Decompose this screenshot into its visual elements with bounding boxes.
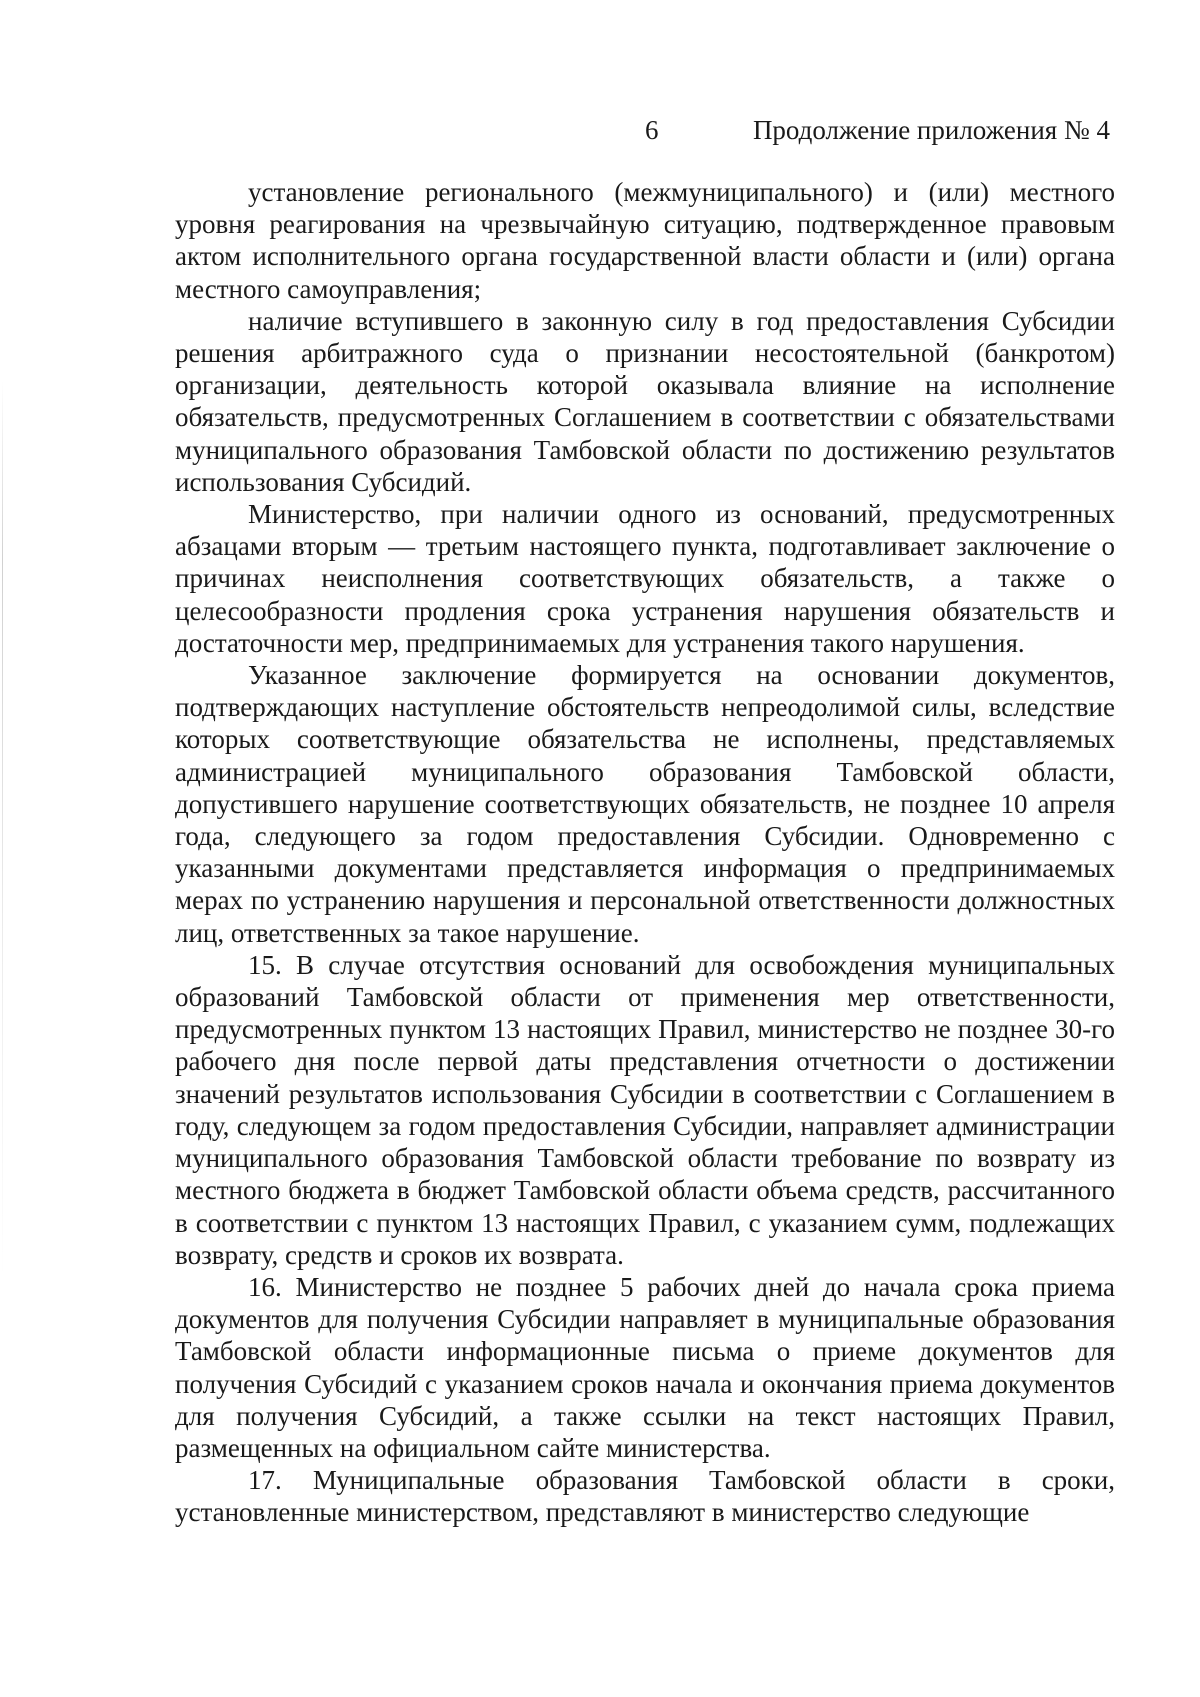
paragraph-item-16: 16. Министерство не позднее 5 рабочих дней до начала срока приема документов для получения Субсидии направляет в муниципальные образования Тамбовской области информационные письма о приеме документов для получения Субсидий с указанием сроков начала и окончания приема документов для получения Субсидий, а также ссылки на текст настоящих Правил, размещенных на официальном сайте министерства. — [175, 1271, 1115, 1463]
paragraph-emergency-level: установление регионального (межмуниципального) и (или) местного уровня реагирования на чрезвычайную ситуацию, подтвержденное правовым актом исполнительного органа государственной власти области и (или) органа местного самоуправления; — [175, 177, 1115, 304]
paragraph-item-15: 15. В случае отсутствия оснований для освобождения муниципальных образований Тамбовской области от применения мер ответственности, предусмотренных пунктом 13 настоящих Правил, министерство не позднее 30-го рабочего дня после первой даты представления отчетности о достижении значений результатов использования Субсидии в соответствии с Соглашением в году, следующем за годом предоставления Субсидии, направляет администрации муниципального образования Тамбовской области требование по возврату из местного бюджета в бюджет Тамбовской области объема средств, рассчитанного в соответствии с пунктом 13 настоящих Правил, с указанием сумм, подлежащих возврату, средств и сроков их возврата. — [175, 949, 1115, 1270]
header-title: Продолжение приложения № 4 — [752, 115, 1110, 145]
document-body — [175, 176, 1115, 1529]
page-header — [0, 110, 1200, 150]
paragraph-conclusion-basis: Указанное заключение формируется на основании документов, подтверждающих наступление обстоятельств непреодолимой силы, вследствие которых соответствующие обязательства не исполнены, представляемых администрацией муниципального образования Тамбовской области, допустившего нарушение соответствующих обязательств, не позднее 10 апреля года, следующего за годом предоставления Субсидии. Одновременно с указанными документами представляется информация о предпринимаемых мерах по устранению нарушения и персональной ответственности должностных лиц, ответственных за такое нарушение. — [175, 660, 1115, 948]
scan-edge-shadow — [2, 380, 3, 1280]
paragraph-ministry-conclusion: Министерство, при наличии одного из оснований, предусмотренных абзацами вторым — третьим настоящего пункта, подготавливает заключение о причинах неисполнения соответствующих обязательств, а также о целесообразности продления срока устранения нарушения обязательств и достаточности мер, предпринимаемых для устранения такого нарушения. — [175, 499, 1115, 658]
paragraph-arbitration-decision: наличие вступившего в законную силу в год предоставления Субсидии решения арбитражного суда о признании несостоятельной (банкротом) организации, деятельность которой оказывала влияние на исполнение обязательств, предусмотренных Соглашением в соответствии с обязательствами муниципального образования Тамбовской области по достижению результатов использования Субсидий. — [175, 305, 1115, 497]
paragraph-item-17: 17. Муниципальные образования Тамбовской области в сроки, установленные министерством, представляют в министерство следующие — [175, 1465, 1115, 1528]
page-number: 6 — [645, 115, 659, 145]
